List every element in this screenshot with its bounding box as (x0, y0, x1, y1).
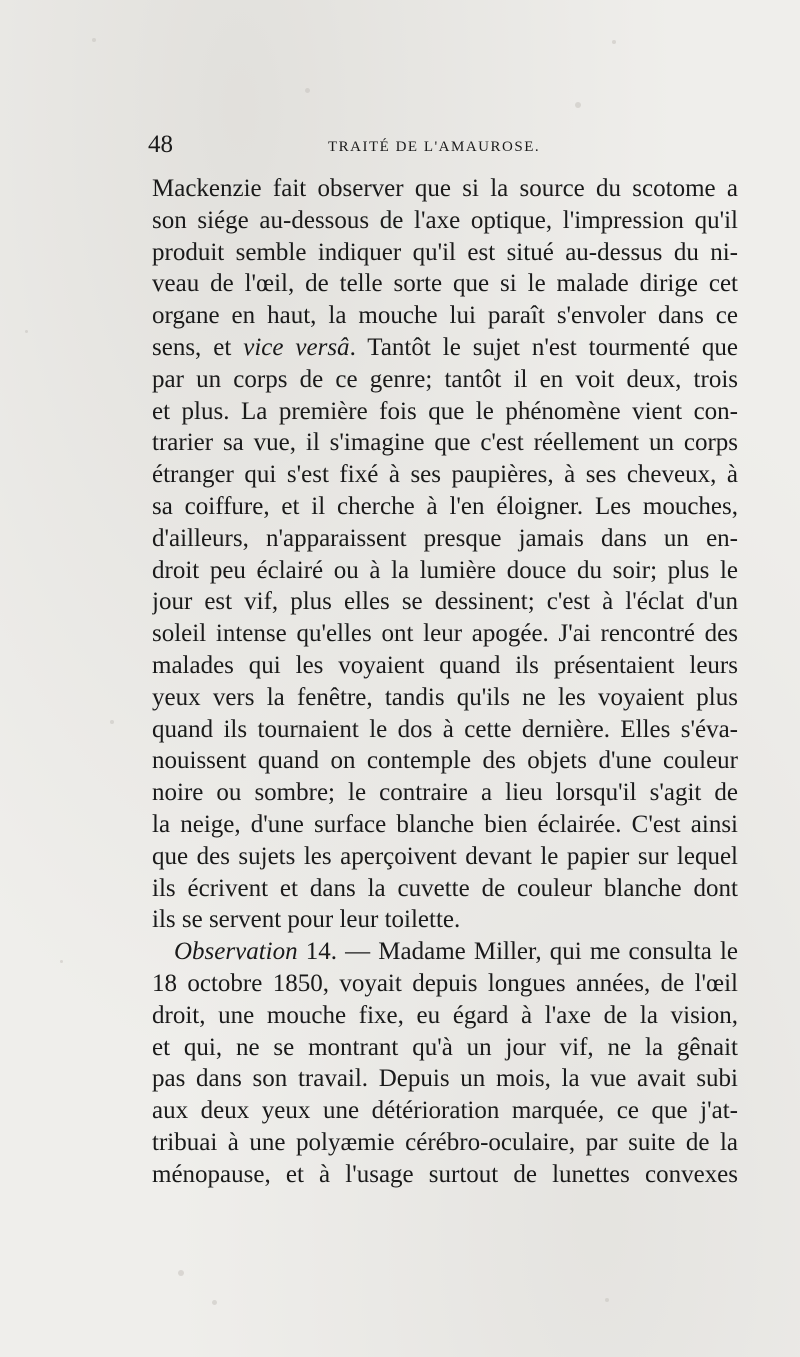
text-line: quand ils tournaient le dos à cette dernière. Elles s'éva- (152, 715, 738, 743)
text-line: la neige, d'une surface blanche bien éclairée. C'est ainsi (152, 810, 738, 838)
line-text-before: sens, et (152, 333, 244, 361)
running-title: TRAITÉ DE L'AMAUROSE. (328, 139, 541, 155)
text-line: 18 octobre 1850, voyait depuis longues années, de l'œil (152, 969, 738, 997)
text-line: droit, une mouche fixe, eu égard à l'axe de la vision, (152, 1001, 738, 1029)
paper-speck (305, 88, 310, 93)
text-line (152, 332, 738, 364)
paper-speck (92, 38, 96, 42)
text-line: étranger qui s'est fixé à ses paupières, à ses cheveux, à (152, 461, 738, 489)
observation-heading-line (152, 936, 738, 968)
text-line: par un corps de ce genre; tantôt il en voit deux, trois (152, 365, 738, 393)
text-line: organe en haut, la mouche lui paraît s'envoler dans ce (152, 302, 738, 330)
text-line: noire ou sombre; le contraire a lieu lorsqu'il s'agit de (152, 779, 738, 807)
text-line: ils écrivent et dans la cuvette de couleur blanche dont (152, 874, 738, 902)
paper-speck (178, 1270, 184, 1276)
page-number: 48 (148, 131, 173, 158)
text-line: ménopause, et à l'usage surtout de lunettes convexes (152, 1160, 738, 1188)
body-text (152, 173, 738, 1191)
line-text-after: 14. — Madame Miller, qui me consulta le (297, 938, 738, 966)
paper-speck (25, 330, 28, 333)
paper-speck (212, 1300, 217, 1305)
paper-speck (60, 960, 63, 963)
text-line: sa coiffure, et il cherche à l'en éloigner. Les mouches, (152, 492, 738, 520)
paper-speck (110, 720, 114, 724)
text-line: nouissent quand on contemple des objets d'une couleur (152, 747, 738, 775)
page-header (148, 130, 740, 160)
text-line: ils se servent pour leur toilette. (152, 906, 461, 934)
text-line: produit semble indiquer qu'il est situé au-dessus du ni- (152, 238, 738, 266)
text-line: que des sujets les aperçoivent devant le papier sur lequel (152, 842, 738, 870)
text-line: malades qui les voyaient quand ils présentaient leurs (152, 651, 738, 679)
line-text-after: . Tantôt le sujet n'est tourmenté que (349, 333, 738, 361)
observation-label: Observation (174, 938, 298, 966)
text-line: d'ailleurs, n'apparaissent presque jamais dans un en- (152, 524, 738, 552)
paper-speck (605, 1298, 609, 1302)
text-line: jour est vif, plus elles se dessinent; c'est à l'éclat d'un (152, 588, 738, 616)
text-line: trarier sa vue, il s'imagine que c'est réellement un corps (152, 429, 738, 457)
text-line: yeux vers la fenêtre, tandis qu'ils ne les voyaient plus (152, 683, 738, 711)
text-line: et qui, ne se montrant qu'à un jour vif, ne la gênait (152, 1033, 738, 1061)
text-line: soleil intense qu'elles ont leur apogée. J'ai rencontré des (152, 620, 738, 648)
text-line: pas dans son travail. Depuis un mois, la vue avait subi (152, 1065, 738, 1093)
italic-phrase: vice versâ (243, 333, 350, 361)
text-line: aux deux yeux une détérioration marquée, ce que j'at- (152, 1097, 738, 1125)
text-line: Mackenzie fait observer que si la source du scotome a (152, 175, 738, 202)
paper-speck (612, 40, 616, 44)
paper-speck (575, 102, 581, 108)
text-line: tribuai à une polyæmie cérébro-oculaire, par suite de la (152, 1128, 738, 1156)
text-line: veau de l'œil, de telle sorte que si le malade dirige cet (152, 270, 738, 298)
text-line: son siége au-dessous de l'axe optique, l'impression qu'il (152, 206, 738, 234)
text-line: et plus. La première fois que le phénomène vient con- (152, 397, 738, 425)
text-line: droit peu éclairé ou à la lumière douce du soir; plus le (152, 556, 738, 584)
